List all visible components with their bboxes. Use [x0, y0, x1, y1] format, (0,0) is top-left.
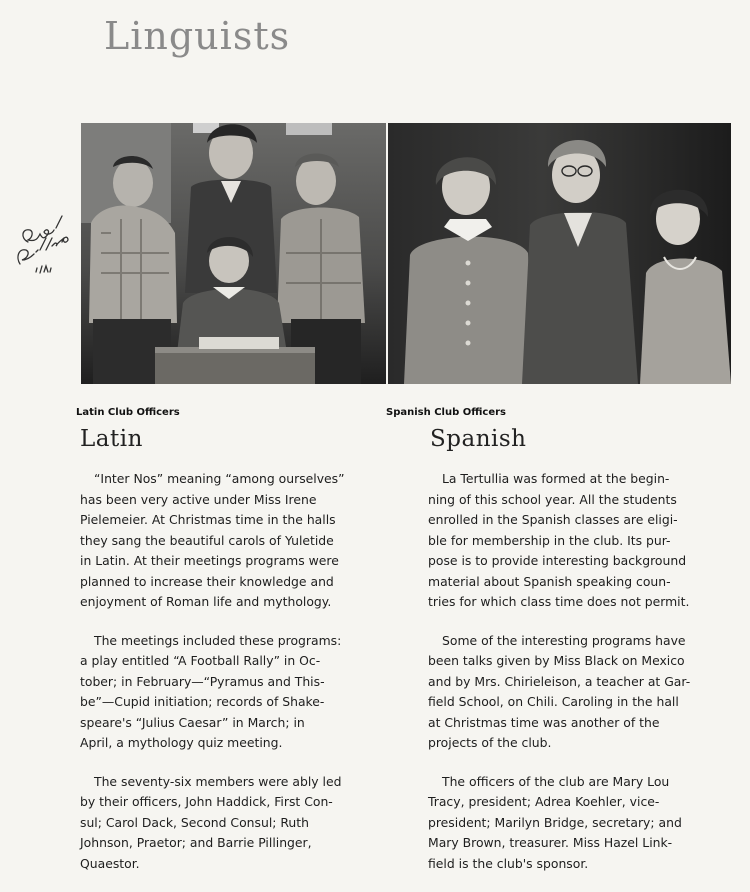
text-line: Mary Brown, treasurer. Miss Hazel Link- [428, 835, 673, 850]
text-line: been talks given by Miss Black on Mexico [428, 653, 685, 668]
text-line: speare's “Julius Caesar” in March; in [80, 714, 305, 730]
text-line: Johnson, Praetor; and Barrie Pillinger, [80, 835, 312, 850]
handwritten-signature [6, 180, 76, 280]
text-line: Some of the interesting programs have [442, 632, 686, 648]
text-line: a play entitled “A Football Rally” in Oc- [80, 653, 321, 668]
text-line: enjoyment of Roman life and mythology. [80, 594, 332, 609]
text-line: tries for which class time does not permit. [428, 594, 690, 609]
spanish-photo-caption: Spanish Club Officers [386, 407, 506, 418]
text-line: April, a mythology quiz meeting. [80, 735, 283, 750]
text-line: ble for membership in the club. Its pur- [428, 532, 671, 548]
text-line: material about Spanish speaking coun- [428, 573, 671, 589]
text-line: field School, on Chili. Caroling in the hall [428, 694, 679, 709]
text-line: and by Mrs. Chirieleison, a teacher at Gar- [428, 673, 691, 689]
text-line: “Inter Nos” meaning “among ourselves” [94, 471, 345, 486]
text-line: The officers of the club are Mary Lou [442, 773, 670, 789]
text-line: Quaestor. [80, 855, 140, 871]
spanish-article [428, 469, 711, 892]
text-line: field is the club's sponsor. [428, 855, 589, 871]
text-line: planned to increase their knowledge and [80, 573, 334, 589]
spanish-paragraph [428, 772, 711, 875]
spanish-paragraph [428, 631, 711, 754]
latin-photo-caption: Latin Club Officers [76, 407, 180, 418]
text-line: by their officers, John Haddick, First Con- [80, 794, 333, 809]
text-line: sul; Carol Dack, Second Consul; Ruth [80, 814, 309, 830]
text-line: at Christmas time was another of the [428, 714, 660, 730]
latin-paragraph [80, 772, 362, 875]
text-line: projects of the club. [428, 735, 552, 750]
text-line: has been very active under Miss Irene [80, 491, 317, 507]
text-line: president; Marilyn Bridge, secretary; and [428, 814, 682, 830]
text-line: in Latin. At their meetings programs were [80, 553, 339, 568]
latin-article [80, 469, 362, 892]
latin-paragraph [80, 469, 362, 613]
text-line: pose is to provide interesting background [428, 553, 687, 568]
text-line: tober; in February—“Pyramus and This- [80, 673, 325, 689]
page-title: Linguists [104, 14, 291, 58]
spanish-club-officers-photo [388, 123, 731, 384]
text-line: The meetings included these programs: [94, 632, 342, 648]
spanish-paragraph [428, 469, 711, 613]
latin-club-officers-photo [81, 123, 386, 384]
text-line: Pielemeier. At Christmas time in the halls [80, 512, 336, 527]
text-line: be”—Cupid initiation; records of Shake- [80, 694, 325, 709]
text-line: The seventy-six members were ably led [94, 773, 342, 789]
latin-heading: Latin [80, 426, 143, 452]
text-line: La Tertullia was formed at the begin- [442, 471, 670, 486]
text-line: ning of this school year. All the students [428, 491, 677, 507]
spanish-heading: Spanish [430, 426, 527, 452]
latin-paragraph [80, 631, 362, 754]
text-line: enrolled in the Spanish classes are eligi- [428, 512, 678, 527]
text-line: they sang the beautiful carols of Yuletide [80, 532, 334, 548]
text-line: Tracy, president; Adrea Koehler, vice- [428, 794, 660, 809]
